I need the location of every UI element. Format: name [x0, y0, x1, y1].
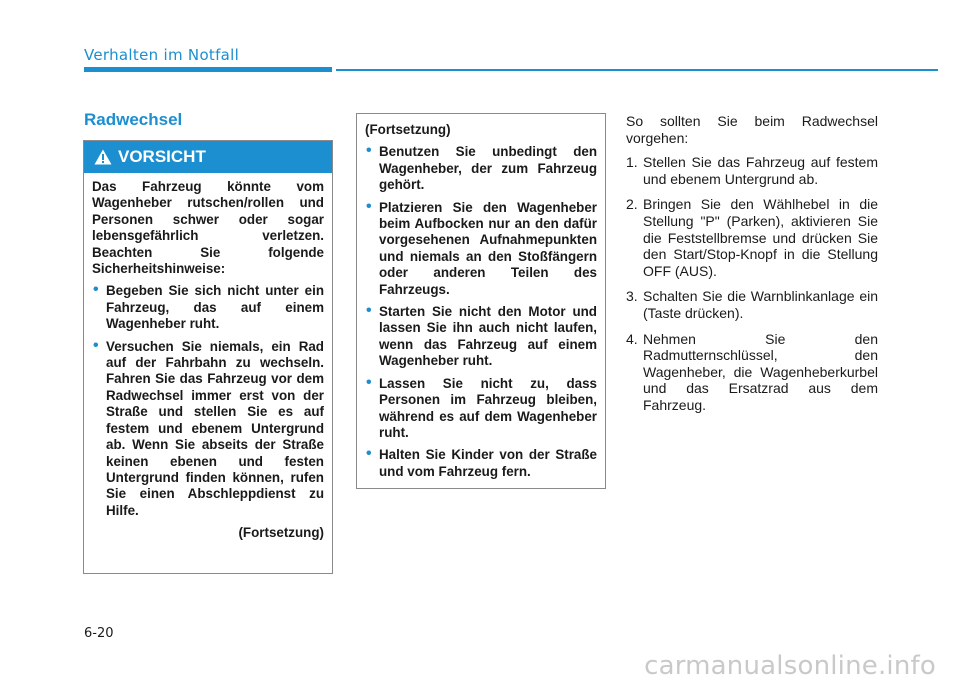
step-text: Stellen Sie das Fahrzeug auf festem und ebenem Untergrund ab.	[643, 154, 878, 187]
step-number: 2.	[626, 196, 638, 213]
header-rule-thin	[336, 69, 938, 71]
step-number: 4.	[626, 330, 638, 347]
step-text: Nehmen Sie den Radmutternschlüssel, den Wagenheber, die Wagenheberkurbel und das Ersatzrad aus dem Fahrzeug.	[643, 330, 878, 413]
step-item	[626, 331, 878, 414]
step-number: 3.	[626, 288, 638, 305]
caution2-bullet: • Platzieren Sie den Wagenheber beim Aufbocken nur an den dafür vorgesehenen Aufnahmepunkten und niemals an den Stoßfängern oder anderen Teilen des Fahrzeugs.	[365, 200, 597, 298]
caution2-bullet: • Benutzen Sie unbedingt den Wagenheber, der zum Fahrzeug gehört.	[365, 144, 597, 193]
caution-intro: Das Fahrzeug könnte vom Wagenheber rutschen/rollen und Personen schwer oder sogar lebensgefährlich verletzen. Beachten Sie folgende Sicherheitshinweise:	[92, 179, 324, 277]
chapter-title: Verhalten im Notfall	[84, 46, 240, 64]
caution-box	[83, 140, 333, 574]
procedure-steps	[626, 113, 878, 423]
warning-triangle-icon	[94, 149, 112, 165]
caution2-bullet: • Starten Sie nicht den Motor und lassen Sie ihn auch nicht laufen, wenn das Fahrzeug auf einem Wagenheber ruht.	[365, 304, 597, 370]
caution-heading: VORSICHT	[118, 147, 206, 166]
caution-header	[84, 141, 332, 173]
caution2-bullet: • Lassen Sie nicht zu, dass Personen im Fahrzeug bleiben, während es auf dem Wagenheber ruht.	[365, 376, 597, 442]
caution-bullet: • Begeben Sie sich nicht unter ein Fahrzeug, das auf einem Wagenheber ruht.	[92, 283, 324, 332]
caution2-intro: (Fortsetzung)	[365, 122, 451, 137]
caution2-bullet: • Halten Sie Kinder von der Straße und vom Fahrzeug fern.	[365, 447, 597, 480]
caution-continued-box	[356, 113, 606, 489]
step-text: Schalten Sie die Warnblinkanlage ein (Taste drücken).	[643, 288, 878, 321]
header-rule-thick	[84, 67, 332, 72]
continued-note: (Fortsetzung)	[238, 525, 324, 541]
step-number: 1.	[626, 154, 638, 171]
section-title: Radwechsel	[84, 110, 183, 129]
watermark: carmanualsonline.info	[644, 651, 936, 681]
page-number: 6-20	[84, 626, 114, 641]
step-item	[626, 288, 878, 321]
step-item	[626, 196, 878, 279]
caution-bullet: • Versuchen Sie niemals, ein Rad auf der Fahrbahn zu wechseln. Fahren Sie das Fahrzeug vor dem Radwechsel immer erst von der Straße und stellen Sie es auf festem und ebenem Untergrund ab. Wenn Sie abseits der Straße keinen ebenen und festen Untergrund finden können, rufen Sie einen Abschleppdienst zu Hilfe.	[92, 339, 324, 519]
step-item	[626, 154, 878, 187]
step-text: Bringen Sie den Wählhebel in die Stellung "P" (Parken), aktivieren Sie die Feststellbremse und drücken Sie den Start/Stop-Knopf in die Stellung OFF (AUS).	[643, 196, 878, 279]
steps-intro: So sollten Sie beim Radwechsel vorgehen:	[626, 113, 878, 146]
